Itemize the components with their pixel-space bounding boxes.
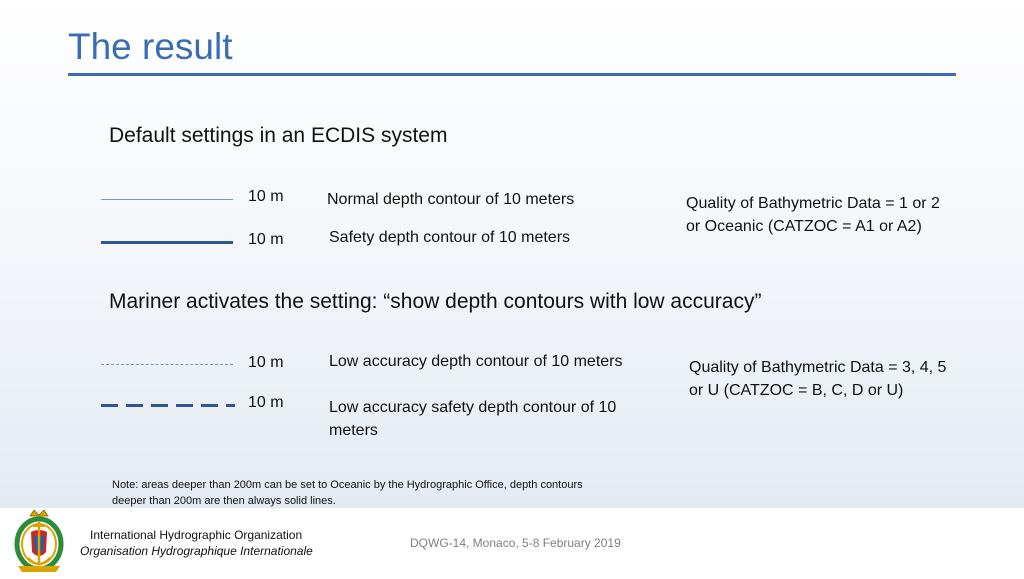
title-underline (68, 73, 956, 76)
section1-quality-line1: Quality of Bathymetric Data = 1 or 2 (686, 195, 940, 212)
low-accuracy-safety-description-line2: meters (329, 422, 378, 439)
safety-contour-value: 10 m (248, 231, 284, 248)
low-accuracy-contour-line-sample (101, 364, 233, 365)
section2-quality-line1: Quality of Bathymetric Data = 3, 4, 5 (689, 359, 947, 376)
iho-emblem-icon (10, 508, 68, 574)
safety-contour-line-sample (101, 241, 233, 244)
footer-event-info: DQWG-14, Monaco, 5-8 February 2019 (410, 536, 621, 550)
section1-quality-line2: or Oceanic (CATZOC = A1 or A2) (686, 218, 922, 235)
section1-heading: Default settings in an ECDIS system (109, 124, 448, 147)
slide-title: The result (68, 26, 233, 67)
normal-contour-line-sample (101, 199, 233, 200)
low-accuracy-safety-contour-description (329, 396, 616, 442)
low-accuracy-contour-description: Low accuracy depth contour of 10 meters (329, 353, 623, 370)
section2-quality-text (689, 356, 946, 402)
low-accuracy-safety-description-line1: Low accuracy safety depth contour of 10 (329, 399, 617, 416)
note-text (112, 477, 632, 509)
organization-name-french: Organisation Hydrographique Internationale (80, 544, 313, 558)
section1-quality-text (686, 192, 940, 238)
normal-contour-value: 10 m (248, 188, 284, 205)
note-line1: Note: areas deeper than 200m can be set to Oceanic by the Hydrographic Office, depth contours (112, 479, 583, 491)
low-accuracy-contour-value: 10 m (248, 354, 284, 371)
organization-name-english: International Hydrographic Organization (90, 528, 303, 542)
note-line2: deeper than 200m are then always solid lines. (112, 495, 336, 507)
low-accuracy-safety-contour-line-sample (101, 404, 235, 407)
section2-quality-line2: or U (CATZOC = B, C, D or U) (689, 382, 904, 399)
section2-heading: Mariner activates the setting: “show depth contours with low accuracy” (109, 290, 762, 313)
normal-contour-description: Normal depth contour of 10 meters (327, 191, 575, 208)
safety-contour-description: Safety depth contour of 10 meters (329, 229, 571, 246)
low-accuracy-safety-contour-value: 10 m (248, 394, 284, 411)
